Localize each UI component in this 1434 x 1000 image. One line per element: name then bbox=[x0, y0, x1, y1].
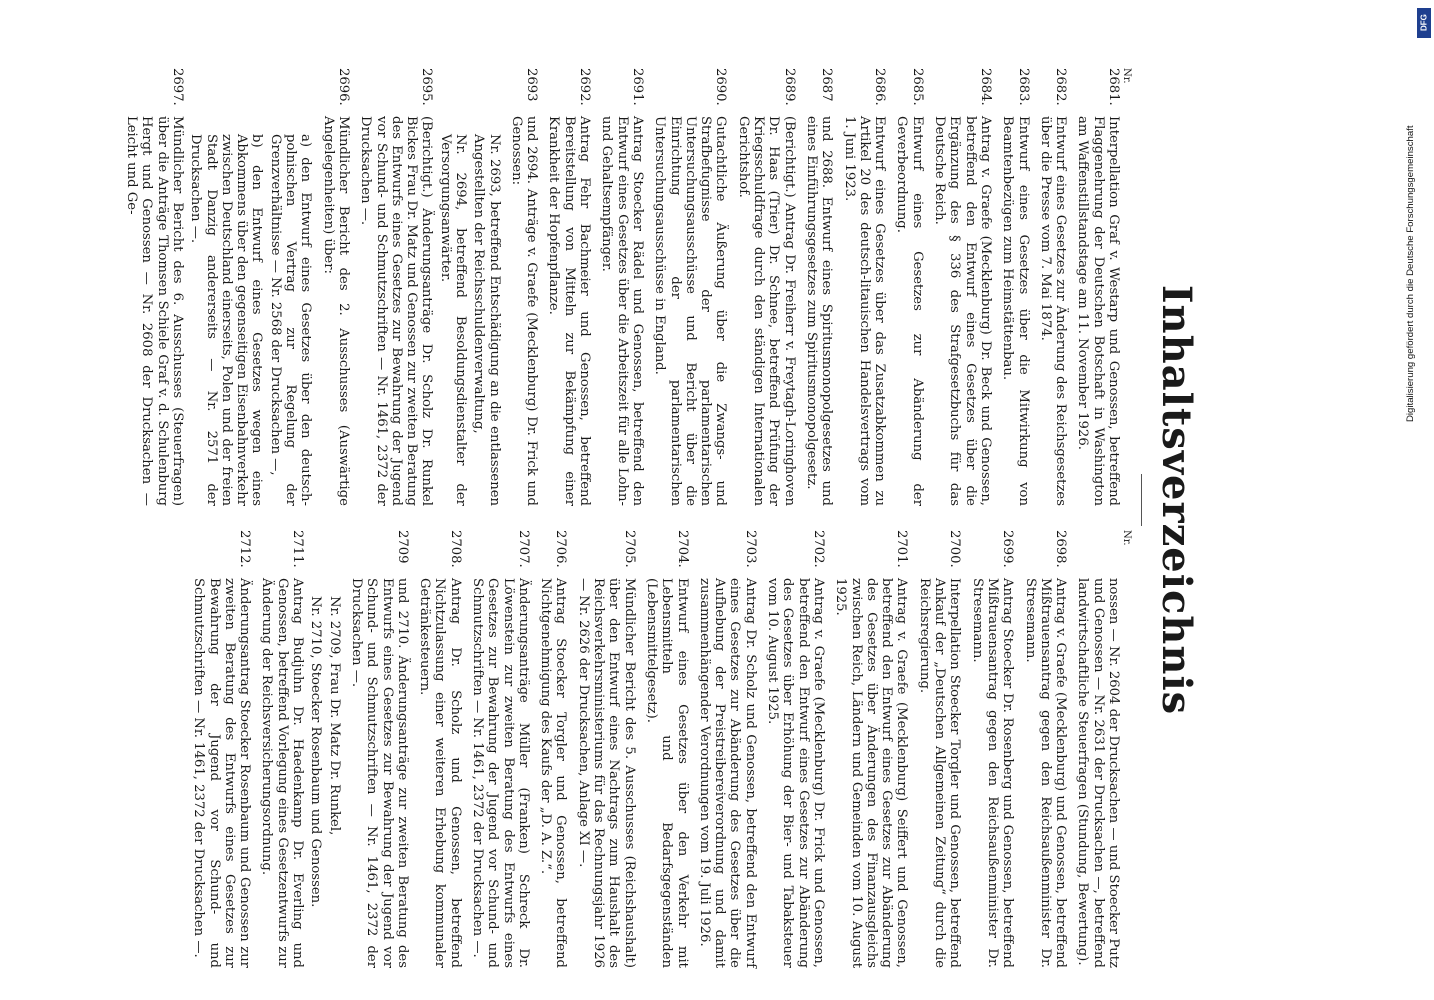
entry-text: (Berichtigt.) Antrag Dr. Freiherr v. Freytagh-Loringhoven Dr. Haas (Trier) Dr. Schnee, betreffend Prüfung der Kriegsschuldfrage durch den ständigen Internationalen Gerichtshof. bbox=[735, 116, 797, 506]
entry-number: 2701. bbox=[894, 530, 910, 568]
entry-number: 2684. bbox=[977, 68, 993, 106]
entry-number: 2687 bbox=[819, 68, 835, 102]
entry-text: Antrag Stoecker Rädel und Genossen, betreffend den Entwurf eines Gesetzes über die Arbeitszeit für alle Lohn- und Gehaltsempfänger. bbox=[599, 116, 645, 506]
toc-entry bbox=[308, 530, 323, 968]
entry-text: Mündlicher Bericht des 6. Ausschusses (Steuerfragen) über die Anträge Thomsen Schiele Graf v. d. Schulenburg Hergt und Genossen — Nr. 2608 der Drucksachen — Leicht und Ge- bbox=[124, 116, 185, 506]
entry-text: Antrag Dr. Scholz und Genossen, betreffend den Entwurf eines Gesetzes zur Abänderung des Gesetzes über die Aufhebung der Preistreibereiverordnung und damit zusammenhängender Verordnungen vom 19. Juli 1926. bbox=[696, 578, 758, 968]
entry-text: Antrag Fehr Bachmeier und Genossen, betreffend Bereitstellung von Mitteln zur Bekämpfung einer Krankheit der Hopfenpflanze. bbox=[546, 116, 593, 506]
toc-entry bbox=[471, 68, 502, 506]
entry-text: Entwurf eines Gesetzes über das Zusatzabkommen zu Artikel 20 des deutsch-litauischen Handelsvertrags vom 1. Juni 1923. bbox=[841, 116, 888, 506]
toc-entry bbox=[576, 530, 637, 968]
toc-entry bbox=[358, 68, 434, 506]
entry-text: Entwurf eines Gesetzes zur Änderung des Reichsgesetzes über die Presse vom 7. Mai 1874. bbox=[1037, 116, 1069, 506]
toc-entry bbox=[349, 530, 410, 968]
toc-entry bbox=[1038, 68, 1069, 506]
entry-number: 2709 bbox=[394, 530, 410, 564]
entry-number: 2689. bbox=[781, 68, 797, 106]
right-column bbox=[184, 530, 1134, 968]
entry-text: Interpellation Stoecker Torgler und Genossen, betreffend Ankauf der „Deutschen Allgemeinen Zeitung“ durch die Reichsregierung. bbox=[916, 578, 963, 968]
toc-entry bbox=[509, 68, 540, 506]
toc-entry bbox=[735, 68, 796, 506]
entry-number: 2683. bbox=[1015, 68, 1031, 106]
entry-text: Entwurf eines Gesetzes über den Verkehr mit Lebensmitteln und Bedarfsgegenständen (Lebensmittelgesetz). bbox=[643, 578, 690, 968]
entry-subitem: Nr. 2709, Frau Dr. Matz Dr. Runkel, bbox=[326, 596, 342, 836]
entry-number: 2696. bbox=[335, 68, 351, 106]
title-divider bbox=[1141, 474, 1142, 526]
entry-subitem: b) den Entwurf eines Gesetzes wegen eines Abkommens über den gegenseitigen Eisenbahnverkehr zwischen Deutschland einerseits, Polen und der freien Stadt Danzig andererseits — Nr. 2571 der Drucksachen —. bbox=[188, 134, 265, 506]
digitization-credit bbox=[1405, 0, 1431, 1000]
entry-number: 2695. bbox=[419, 68, 435, 106]
entry-text: Gutachtliche Äußerung über die Zwangs- und Strafbefugnisse der parlamentarischen Untersuchungsausschüsse und Bericht über die Einrichtung der parlamentarischen Untersuchungsausschüsse in England. bbox=[652, 116, 729, 506]
toc-entry bbox=[765, 530, 826, 968]
entry-text: Antrag v. Graefe (Mecklenburg) Dr. Beck und Genossen, betreffend den Entwurf eines Gesetzes über die Ergänzung des § 336 des Strafgesetzbuchs für das Deutsche Reich. bbox=[932, 116, 993, 506]
entry-text: Antrag Budjuhn Dr. Haedenkamp Dr. Everling und Genossen, betreffend Vorlegung eines Gesetzentwurfs zur Änderung der Reichsversicherungsordnung. bbox=[259, 578, 306, 968]
entry-text: Interpellation Graf v. Westarp und Genossen, betreffend Flaggenehrung der Deutschen Botschaft in Washington am Waffenstillstandstage am 11. November 1926. bbox=[1075, 116, 1121, 506]
entry-text: Antrag v. Graefe (Mecklenburg) Seiffert und Genossen, betreffend den Entwurf eines Gesetzes zur Abänderung des Gesetzes über Änderungen des Finanzausgleichs zwischen Reich, Ländern und Gemeinden vom 10. August 1925. bbox=[833, 578, 910, 968]
entry-text: nossen — Nr. 2604 der Drucksachen — und Stoecker Putz und Genossen — Nr. 2631 der Drucksachen —, betreffend landwirtschaftliche Steuerfragen (Stundung, Bewertung). bbox=[1075, 578, 1121, 968]
toc-entry bbox=[644, 530, 690, 968]
entry-text: Antrag v. Graefe (Mecklenburg) Dr. Frick und Genossen, betreffend den Entwurf eines Gesetzes zur Abänderung des Gesetzes über Erhöhung der Bier- und Tabaksteuer vom 10. August 1925. bbox=[765, 578, 826, 968]
entry-text: Mündlicher Bericht des 2. Ausschusses (Auswärtige Angelegenheiten) über: bbox=[320, 116, 351, 506]
entry-number: 2691. bbox=[629, 68, 645, 106]
toc-entry bbox=[599, 68, 645, 506]
credit-text: Digitalisierung gefördert durch die Deutsche Forschungsgemeinschaft bbox=[1405, 125, 1416, 422]
toc-entry bbox=[804, 68, 835, 506]
toc-entry bbox=[470, 530, 531, 968]
entry-number: 2712. bbox=[237, 530, 253, 568]
entry-number: 2686. bbox=[872, 68, 888, 106]
entry-text: Änderungsanträge Müller (Franken) Schreck Dr. Löwenstein zur zweiten Beratung des Entwurfs eines Gesetzes zur Bewahrung der Jugend vor Schund- und Schmutzschriften — Nr. 1461, 2372 der Drucksachen —. bbox=[470, 578, 531, 968]
entry-number: 2698. bbox=[1053, 530, 1069, 568]
toc-entry bbox=[916, 530, 962, 968]
toc-entry bbox=[841, 68, 887, 506]
entry-number: 2693 bbox=[524, 68, 540, 102]
entry-number: 2707. bbox=[515, 530, 531, 568]
dfg-logo: DFG bbox=[1417, 8, 1431, 38]
toc-entry bbox=[894, 68, 925, 506]
entry-text: Mündlicher Bericht des 5. Ausschusses (Reichshaushalt) über den Entwurf eines Nachtrags zum Haushalt des Reichsverkehrsministeriums für das Rechnungsjahr 1926 — Nr. 2626 der Drucksachen, Anlage XI —. bbox=[575, 578, 637, 968]
entry-number: 2705. bbox=[621, 530, 637, 568]
toc-entry bbox=[191, 530, 252, 968]
entry-subitem: a) den Entwurf eines Gesetzes über den deutsch-polnischen Vertrag zur Regelung der Grenzverhältnisse — Nr. 2568 der Drucksachen —, bbox=[267, 134, 314, 506]
entry-number: 2685. bbox=[909, 68, 925, 106]
toc-entry bbox=[1000, 68, 1031, 506]
entry-number: 2681. bbox=[1106, 68, 1121, 106]
left-column bbox=[117, 68, 1134, 506]
entry-number: 2700. bbox=[947, 530, 963, 568]
toc-entry bbox=[932, 68, 993, 506]
entry-number: 2692. bbox=[577, 68, 593, 106]
entry-number: 2702. bbox=[810, 530, 826, 568]
entry-subitem: Nr. 2693, betreffend Entschädigung an die entlassenen Angestellten der Reichsschuldenverwaltung, bbox=[471, 134, 502, 506]
entry-number: 2699. bbox=[1000, 530, 1016, 568]
entry-number: 2704. bbox=[674, 530, 690, 568]
toc-entry bbox=[188, 68, 264, 506]
toc-entry bbox=[326, 530, 341, 968]
toc-entry bbox=[320, 68, 351, 506]
entry-text: und 2710. Änderungsanträge zur zweiten Beratung des Entwurfs eines Gesetzes zur Bewahrung der Jugend vor Schund- und Schmutzschriften — Nr. 1461, 2372 der Drucksachen —. bbox=[348, 578, 410, 968]
toc-entry bbox=[969, 530, 1015, 968]
toc-entry bbox=[267, 68, 313, 506]
entry-text: und 2688. Entwurf eines Spiritusmonopolgesetzes und eines Einführungsgesetzes zum Spiritusmonopolgesetz. bbox=[803, 116, 835, 506]
entry-number: 2682. bbox=[1053, 68, 1069, 106]
page-title: Inhaltsverzeichnis bbox=[1153, 284, 1200, 716]
toc-entry bbox=[697, 530, 758, 968]
toc-entry bbox=[1075, 68, 1121, 506]
entry-text: (Berichtigt.) Änderungsanträge Dr. Scholz Dr. Runkel Bickes Frau Dr. Matz und Genossen zur zweiten Beratung des Entwurfs eines Gesetzes zur Bewahrung der Jugend vor Schund- und Schmutzschriften — Nr. 1461, 2372 der Drucksachen —. bbox=[358, 116, 435, 506]
nr-column-header: Nr. bbox=[1121, 68, 1132, 84]
entry-text: und 2694. Anträge v. Graefe (Mecklenburg) Dr. Frick und Genossen: bbox=[508, 116, 540, 506]
entry-text: Antrag Stoecker Dr. Rosenberg und Genossen, betreffend Mißtrauensantrag gegen den Reichsaußenminister Dr. Stresemann. bbox=[969, 578, 1016, 968]
entry-text: Antrag Dr. Scholz und Genossen, betreffend Nichtzulassung einer weiteren Erhebung kommunaler Getränkesteuern. bbox=[417, 578, 463, 968]
toc-entry bbox=[259, 530, 305, 968]
toc-entry bbox=[124, 68, 185, 506]
entry-subitem: Nr. 2710, Stoecker Rosenbaum und Genossen. bbox=[308, 596, 324, 908]
toc-entry bbox=[652, 68, 728, 506]
entry-number: 2690. bbox=[713, 68, 729, 106]
entry-text: Entwurf eines Gesetzes zur Abänderung der Geverbeordnung. bbox=[894, 116, 925, 506]
toc-entry bbox=[1075, 530, 1121, 968]
toc-entry bbox=[833, 530, 909, 968]
nr-column-header: Nr. bbox=[1121, 530, 1132, 546]
toc-entry bbox=[1022, 530, 1068, 968]
entry-text: Antrag Stoecker Torgler und Genossen, betreffend Nichtgenehmigung des Kaufs der „D. A. Z.“. bbox=[538, 578, 569, 968]
entry-number: 2697. bbox=[169, 68, 185, 106]
entry-number: 2703. bbox=[742, 530, 758, 568]
entry-number: 2711. bbox=[290, 530, 306, 568]
toc-entry bbox=[538, 530, 569, 968]
entry-text: Antrag v. Graefe (Mecklenburg) und Genossen, betreffend Mißtrauensantrag gegen den Reichsaußenminister Dr. Stresemann. bbox=[1022, 578, 1069, 968]
entry-number: 2708. bbox=[447, 530, 463, 568]
entry-list-left bbox=[124, 68, 1121, 506]
toc-entry bbox=[417, 530, 463, 968]
entry-text: Entwurf eines Gesetzes über die Mitwirkung von Beamtenbezügen zum Heimstättenbau. bbox=[1000, 116, 1031, 506]
entry-subitem: Nr. 2694, betreffend Besoldungsdienstalter der Versorgungsanwärter. bbox=[437, 134, 469, 506]
toc-entry bbox=[546, 68, 592, 506]
entry-number: 2706. bbox=[553, 530, 569, 568]
entry-text: Änderungsantrag Stoecker Rosenbaum und Genossen zur zweiten Beratung des Entwurfs eines Gesetzes zur Bewahrung der Jugend vor Schund- und Schmutzschriften — Nr. 1461, 2372 der Drucksachen —. bbox=[191, 578, 253, 968]
entry-list-right bbox=[191, 530, 1121, 968]
toc-entry bbox=[437, 68, 468, 506]
